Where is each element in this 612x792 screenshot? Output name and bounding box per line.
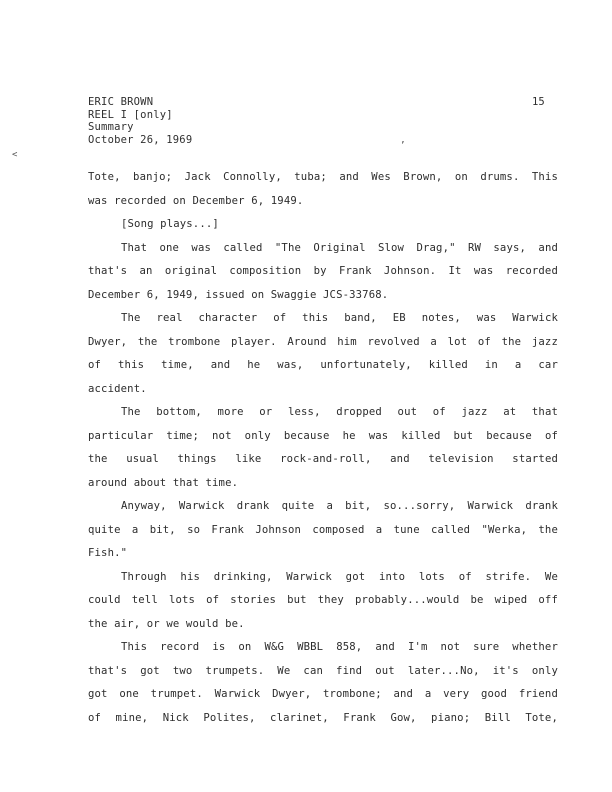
text-line: was recorded on December 6, 1949. — [88, 194, 304, 207]
stray-mark: ’ — [400, 141, 406, 151]
text-line: around about that time. — [88, 476, 239, 489]
text-line: Through his drinking, Warwick got into lots of strife. We — [121, 570, 558, 583]
text-line: That one was called "The Original Slow Drag," RW says, and — [121, 241, 558, 254]
text-line: The bottom, more or less, dropped out of jazz at that — [121, 406, 558, 418]
document-header — [88, 96, 192, 146]
text-line: particular time; not only because he was killed but because of — [88, 429, 558, 442]
text-line: [Song plays...] — [121, 218, 219, 230]
text-line: accident. — [88, 382, 147, 395]
interviewee-name: ERIC BROWN — [88, 96, 154, 108]
text-line: the air, or we would be. — [88, 617, 245, 630]
text-line: the usual things like rock-and-roll, and television started — [88, 453, 558, 465]
reel-label: REEL I [only] — [88, 108, 173, 121]
interview-date: October 26, 1969 — [88, 133, 193, 146]
text-line: The real character of this band, EB notes, was Warwick — [121, 312, 558, 324]
text-line: that's an original composition by Frank Johnson. It was recorded — [88, 265, 558, 277]
summary-body — [88, 166, 558, 730]
text-line: This record is on W&G WBBL 858, and I'm not sure whether — [121, 641, 558, 653]
page-number: 15 — [532, 96, 545, 108]
text-line: that's got two trumpets. We can find out later...No, it's only — [88, 664, 558, 677]
margin-mark: < — [12, 150, 18, 160]
text-line: could tell lots of stories but they probably...would be wiped off — [88, 594, 558, 606]
document-type: Summary — [88, 121, 134, 133]
text-line: Tote, banjo; Jack Connolly, tuba; and Wes Brown, on drums. This — [88, 171, 558, 183]
text-line: Fish." — [88, 547, 128, 559]
text-line: of this time, and he was, unfortunately, killed in a car — [88, 359, 558, 371]
text-line: Dwyer, the trombone player. Around him revolved a lot of the jazz — [88, 335, 558, 348]
text-line: got one trumpet. Warwick Dwyer, trombone; and a very good friend — [88, 688, 558, 700]
text-line: December 6, 1949, issued on Swaggie JCS-33768. — [88, 288, 389, 301]
text-line: Anyway, Warwick drank quite a bit, so...sorry, Warwick drank — [121, 500, 558, 512]
text-line: of mine, Nick Polites, clarinet, Frank Gow, piano; Bill Tote, — [88, 711, 558, 724]
text-line: quite a bit, so Frank Johnson composed a tune called "Werka, the — [88, 523, 558, 536]
